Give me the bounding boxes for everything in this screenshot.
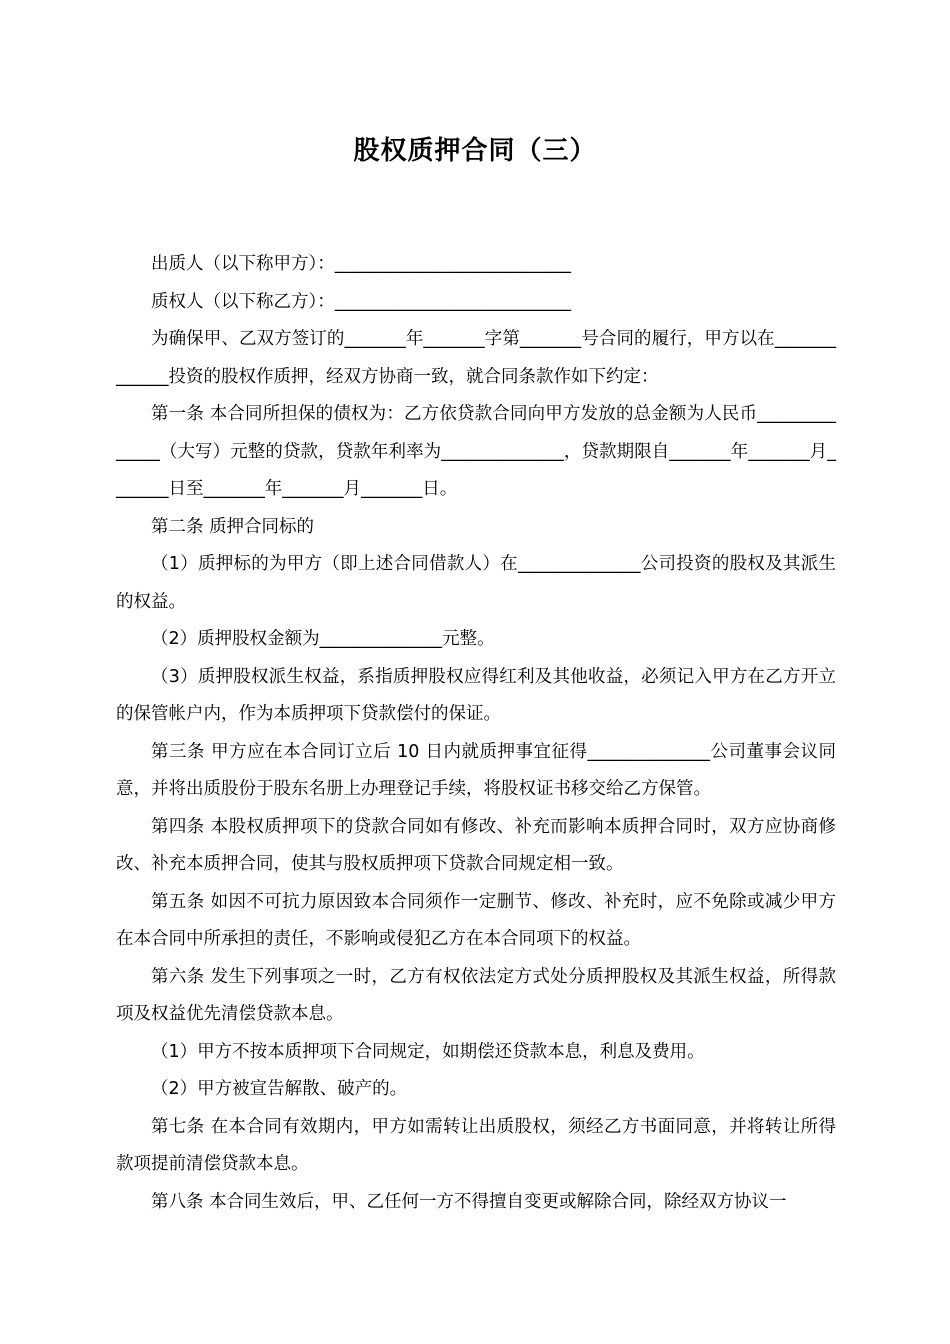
document-body xyxy=(116,246,836,1221)
article-1: 第一条 本合同所担保的债权为：乙方依贷款合同向甲方发放的总金额为人民币______________（大写）元整的贷款，贷款年利率为______________，贷款期限自_______年_______月_______日至_______年_______月_______日。 xyxy=(116,404,836,499)
article-8: 第八条 本合同生效后，甲、乙任何一方不得擅自变更或解除合同，除经双方协议一 xyxy=(151,1191,787,1212)
article-7: 第七条 在本合同有效期内，甲方如需转让出质股权，须经乙方书面同意，并将转让所得款项提前清偿贷款本息。 xyxy=(116,1116,836,1174)
preamble-paragraph: 为确保甲、乙双方签订的_______年_______字第_______号合同的履行，甲方以在_____________投资的股权作质押，经双方协商一致，就合同条款作如下约定： xyxy=(116,329,836,387)
article-2-item-2: （2）质押股权金额为______________元整。 xyxy=(151,629,495,649)
article-6-item-2: （2）甲方被宣告解散、破产的。 xyxy=(151,1079,408,1099)
article-2-item-3: （3）质押股权派生权益，系指质押股权应得红利及其他收益，必须记入甲方在乙方开立的保管帐户内，作为本质押项下贷款偿付的保证。 xyxy=(116,666,836,724)
pledgor-line: 出质人（以下称甲方）：___________________________ xyxy=(151,254,571,274)
article-6-item-1: （1）甲方不按本质押项下合同规定，如期偿还贷款本息，利息及费用。 xyxy=(151,1041,705,1062)
article-2-heading: 第二条 质押合同标的 xyxy=(151,516,315,537)
article-3: 第三条 甲方应在本合同订立后 10 日内就质押事宜征得______________公司董事会议同意，并将出质股份于股东名册上办理登记手续，将股权证书移交给乙方保管。 xyxy=(116,741,836,799)
article-4: 第四条 本股权质押项下的贷款合同如有修改、补充而影响本质押合同时，双方应协商修改、补充本质押合同，使其与股权质押项下贷款合同规定相一致。 xyxy=(116,816,836,874)
pledgee-line: 质权人（以下称乙方）：___________________________ xyxy=(151,291,571,312)
article-2-item-1: （1）质押标的为甲方（即上述合同借款人）在______________公司投资的股权及其派生的权益。 xyxy=(116,554,836,612)
document-title: 股权质押合同（三） xyxy=(353,136,597,166)
article-5: 第五条 如因不可抗力原因致本合同须作一定删节、修改、补充时，应不免除或减少甲方在本合同中所承担的责任，不影响或侵犯乙方在本合同项下的权益。 xyxy=(116,891,836,949)
article-6: 第六条 发生下列事项之一时，乙方有权依法定方式处分质押股权及其派生权益，所得款项及权益优先清偿贷款本息。 xyxy=(116,966,836,1024)
